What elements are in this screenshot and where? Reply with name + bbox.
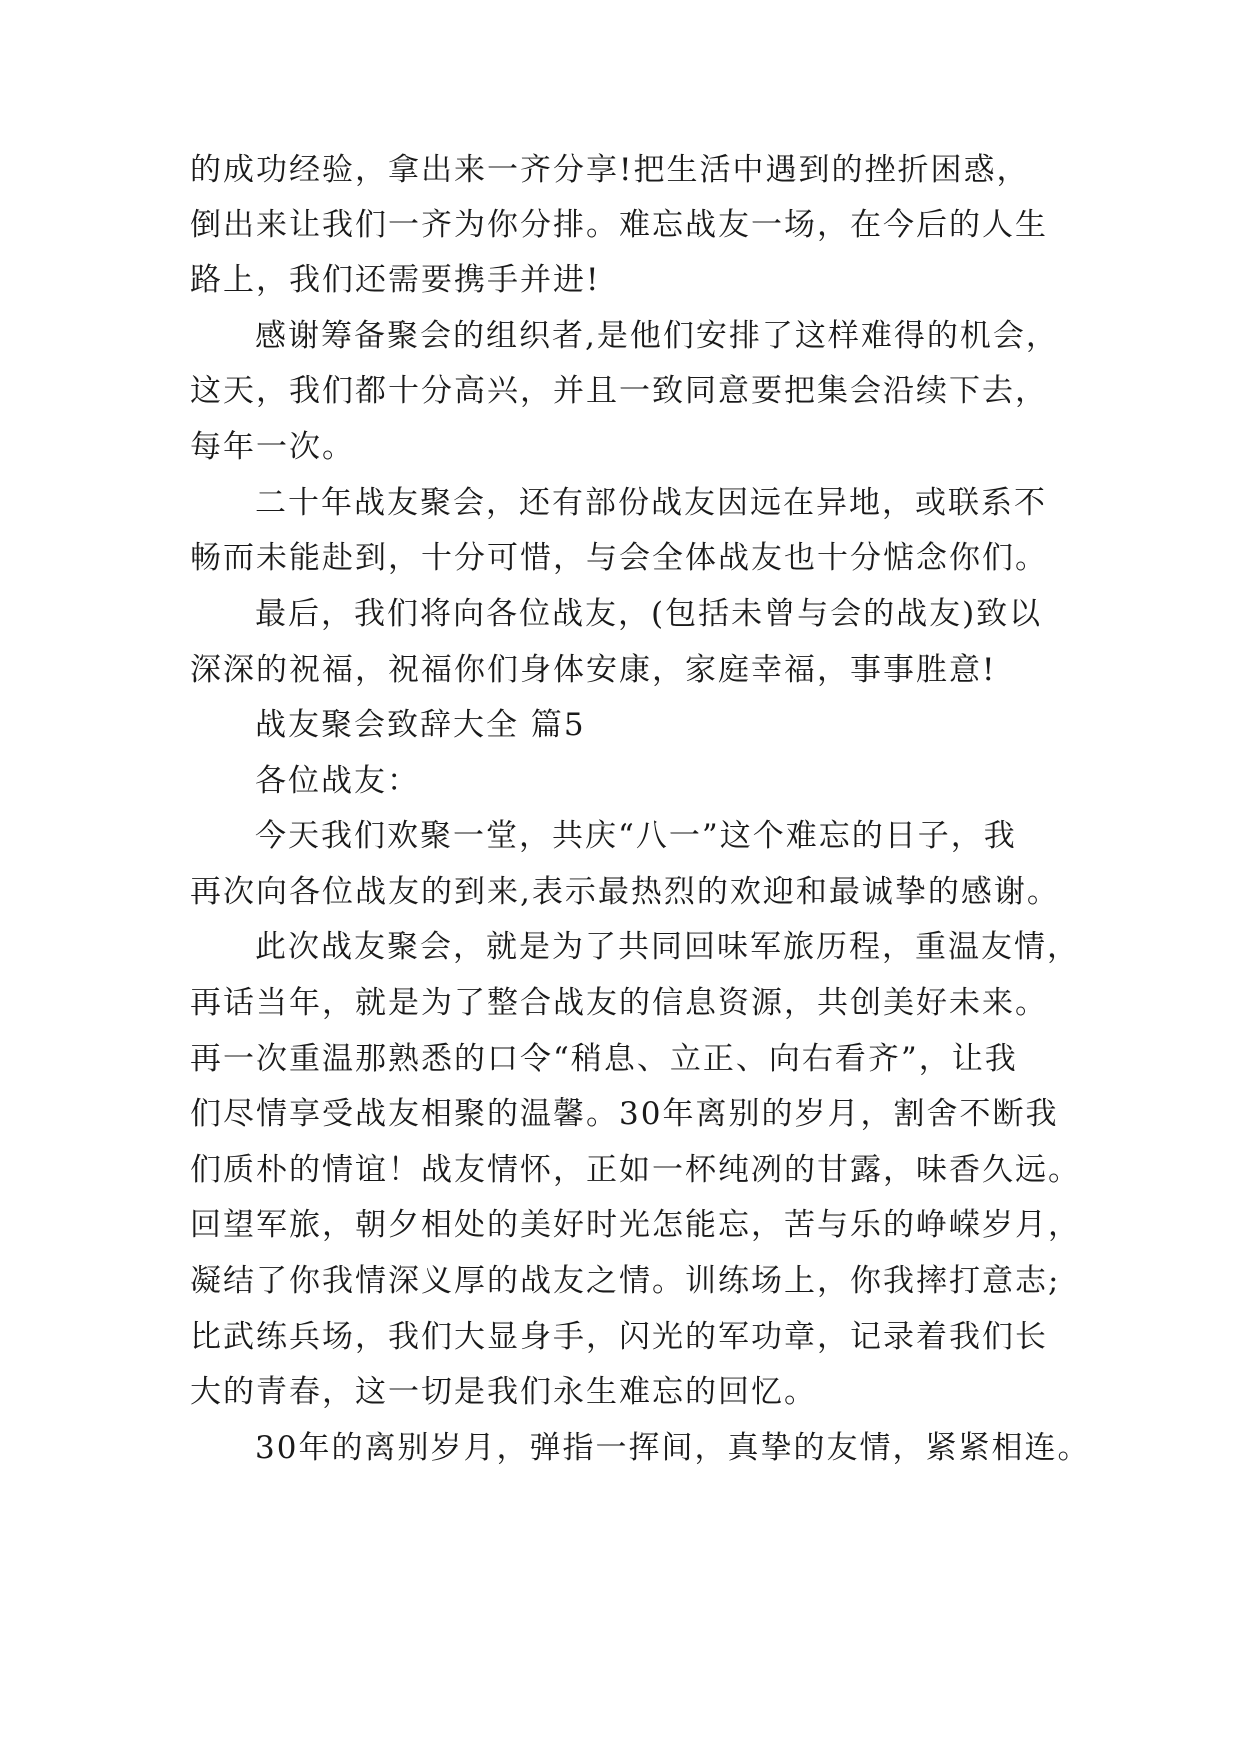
- text-line: 深深的祝福，祝福你们身体安康，家庭幸福，事事胜意!: [190, 652, 997, 688]
- text-line: 最后，我们将向各位战友，(包括未曾与会的战友)致以: [255, 596, 1043, 632]
- text-line: 们质朴的情谊！战友情怀，正如一杯纯冽的甘露，味香久远。: [190, 1152, 1081, 1188]
- text-line: 再次向各位战友的到来,表示最热烈的欢迎和最诚挚的感谢。: [190, 874, 1060, 910]
- text-line: 凝结了你我情深义厚的战友之情。训练场上，你我摔打意志;: [190, 1263, 1061, 1299]
- text-line: 今天我们欢聚一堂，共庆“八一”这个难忘的日子，我: [255, 818, 1017, 854]
- text-line: 倒出来让我们一齐为你分排。难忘战友一场，在今后的人生: [190, 207, 1048, 243]
- text-line: 感谢筹备聚会的组织者,是他们安排了这样难得的机会，: [255, 318, 1059, 354]
- section-heading: 战友聚会致辞大全 篇5: [255, 707, 586, 743]
- salutation: 各位战友：: [255, 763, 420, 799]
- text-line: 路上，我们还需要携手并进!: [190, 262, 601, 298]
- text-line: 比武练兵场，我们大显身手，闪光的军功章，记录着我们长: [190, 1319, 1048, 1355]
- text-line: 回望军旅，朝夕相处的美好时光怎能忘，苦与乐的峥嵘岁月，: [190, 1207, 1081, 1243]
- text-line: 再话当年，就是为了整合战友的信息资源，共创美好未来。: [190, 985, 1048, 1021]
- text-line: 大的青春，这一切是我们永生难忘的回忆。: [190, 1374, 817, 1410]
- text-line: 这天，我们都十分高兴，并且一致同意要把集会沿续下去，: [190, 373, 1048, 409]
- text-line: 们尽情享受战友相聚的温馨。30年离别的岁月，割舍不断我: [190, 1096, 1059, 1132]
- text-line: 每年一次。: [190, 429, 355, 465]
- text-line: 二十年战友聚会，还有部份战友因远在异地，或联系不: [255, 485, 1047, 521]
- text-line: 的成功经验，拿出来一齐分享!把生活中遇到的挫折困惑，: [190, 152, 1030, 188]
- text-line: 再一次重温那熟悉的口令“稍息、立正、向右看齐”，让我: [190, 1041, 1018, 1077]
- text-line: 30年的离别岁月，弹指一挥间，真挚的友情，紧紧相连。: [255, 1430, 1091, 1466]
- text-line: 此次战友聚会，就是为了共同回味军旅历程，重温友情，: [255, 929, 1080, 965]
- text-line: 畅而未能赴到，十分可惜，与会全体战友也十分惦念你们。: [190, 540, 1048, 576]
